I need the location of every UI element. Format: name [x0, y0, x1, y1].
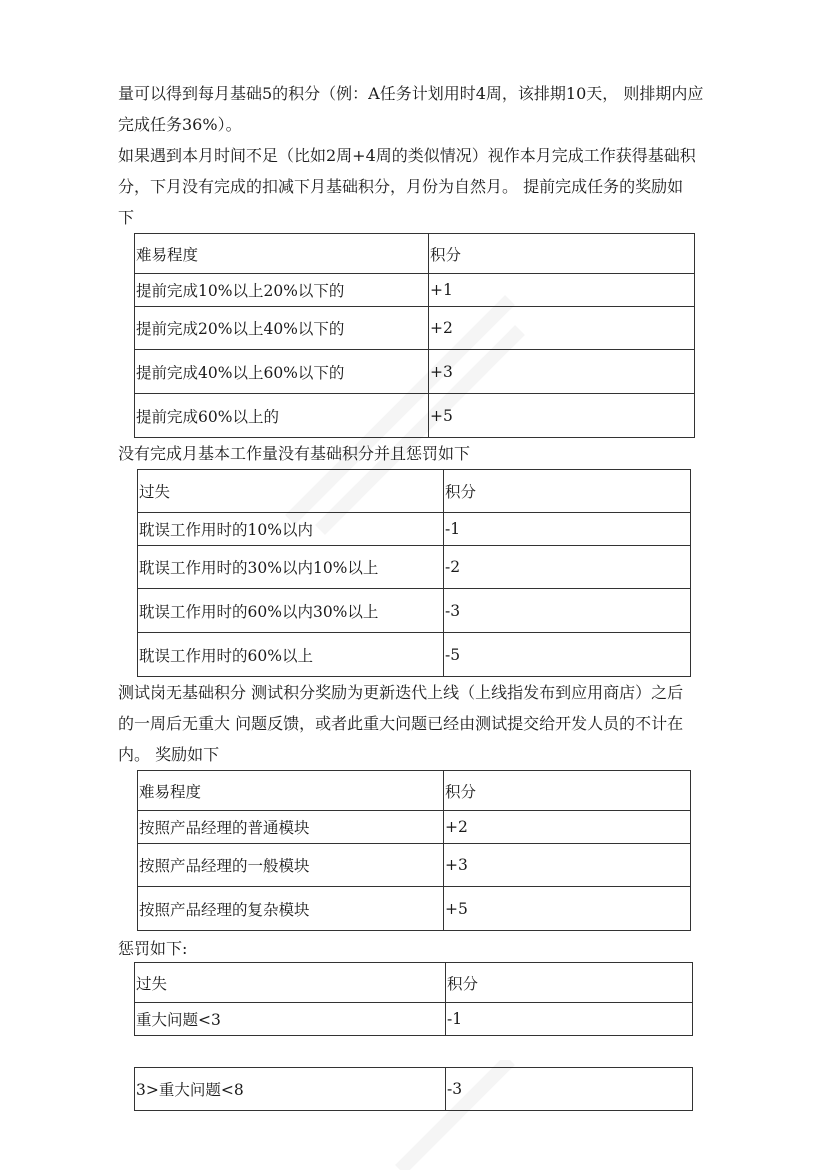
- intro-line: 分，下月没有完成的扣减下月基础积分，月份为自然月。 提前完成任务的奖励如: [118, 177, 684, 196]
- penalty-intro: [118, 438, 718, 469]
- table-header-row: [138, 470, 691, 513]
- table-header-cell: 积分: [444, 470, 691, 513]
- table-cell: +1: [429, 274, 695, 307]
- table-cell: 耽误工作用时的60%以上: [138, 633, 444, 677]
- intro-paragraph: [118, 78, 718, 233]
- table-cell: 按照产品经理的一般模块: [138, 844, 444, 887]
- reward-table: [134, 233, 695, 438]
- table-cell: -5: [444, 633, 691, 677]
- intro-line: 完成任务36%）。: [118, 115, 242, 134]
- table-cell: 耽误工作用时的60%以内30%以上: [138, 589, 444, 633]
- table-cell: 耽误工作用时的10%以内: [138, 513, 444, 546]
- table-row: [138, 887, 691, 931]
- table-cell: 提前完成10%以上20%以下的: [135, 274, 429, 307]
- test-penalty-table-continued: [134, 1067, 693, 1111]
- table-header-cell: 积分: [429, 234, 695, 274]
- test-intro-line: 测试岗无基础积分 测试积分奖励为更新迭代上线（上线指发布到应用商店）之后: [118, 683, 684, 702]
- table-cell: +3: [444, 844, 691, 887]
- test-intro-line: 的一周后无重大 问题反馈，或者此重大问题已经由测试提交给开发人员的不计在: [118, 714, 684, 733]
- table-row: [138, 811, 691, 844]
- table-cell: 按照产品经理的普通模块: [138, 811, 444, 844]
- table-cell: +2: [429, 307, 695, 350]
- table-row: [135, 394, 695, 438]
- table-header-row: [135, 963, 693, 1003]
- table-row: [135, 274, 695, 307]
- table-cell: 提前完成40%以上60%以下的: [135, 350, 429, 394]
- table-cell: +5: [444, 887, 691, 931]
- table-cell: 耽误工作用时的30%以内10%以上: [138, 546, 444, 589]
- table-row: [138, 589, 691, 633]
- table-cell: -3: [446, 1068, 693, 1111]
- test-penalty-table: [134, 962, 693, 1036]
- table-cell: -1: [446, 1003, 693, 1036]
- table-cell: +5: [429, 394, 695, 438]
- table-cell: 提前完成60%以上的: [135, 394, 429, 438]
- table-cell: 3>重大问题<8: [135, 1068, 446, 1111]
- table-cell: 提前完成20%以上40%以下的: [135, 307, 429, 350]
- table-cell: -3: [444, 589, 691, 633]
- table-cell: -2: [444, 546, 691, 589]
- intro-line: 量可以得到每月基础5的积分（例：A任务计划用时4周，该排期10天， 则排期内应: [118, 84, 704, 103]
- test-penalty-intro: [118, 933, 718, 964]
- table-row: [135, 350, 695, 394]
- intro-line: 下: [118, 208, 135, 227]
- test-intro-line: 内。 奖励如下: [118, 745, 220, 764]
- table-row: [138, 513, 691, 546]
- test-intro-paragraph: [118, 677, 718, 770]
- table-row: [135, 307, 695, 350]
- table-header-cell: 难易程度: [135, 234, 429, 274]
- table-cell: +3: [429, 350, 695, 394]
- test-reward-table: [137, 770, 691, 931]
- table-header-row: [135, 234, 695, 274]
- table-header-cell: 难易程度: [138, 771, 444, 811]
- table-cell: 重大问题<3: [135, 1003, 446, 1036]
- table-row: [138, 844, 691, 887]
- table-header-cell: 过失: [138, 470, 444, 513]
- table-header-cell: 积分: [446, 963, 693, 1003]
- table-cell: 按照产品经理的复杂模块: [138, 887, 444, 931]
- table-row: [138, 546, 691, 589]
- table-row: [135, 1068, 693, 1111]
- penalty-table: [137, 469, 691, 677]
- table-header-cell: 过失: [135, 963, 446, 1003]
- intro-line: 如果遇到本月时间不足（比如2周+4周的类似情况）视作本月完成工作获得基础积: [118, 146, 696, 165]
- table-cell: -1: [444, 513, 691, 546]
- table-cell: +2: [444, 811, 691, 844]
- penalty-intro-text: 没有完成月基本工作量没有基础积分并且惩罚如下: [118, 444, 471, 463]
- table-header-cell: 积分: [444, 771, 691, 811]
- test-penalty-intro-text: 惩罚如下:: [118, 939, 188, 958]
- table-row: [135, 1003, 693, 1036]
- table-header-row: [138, 771, 691, 811]
- table-row: [138, 633, 691, 677]
